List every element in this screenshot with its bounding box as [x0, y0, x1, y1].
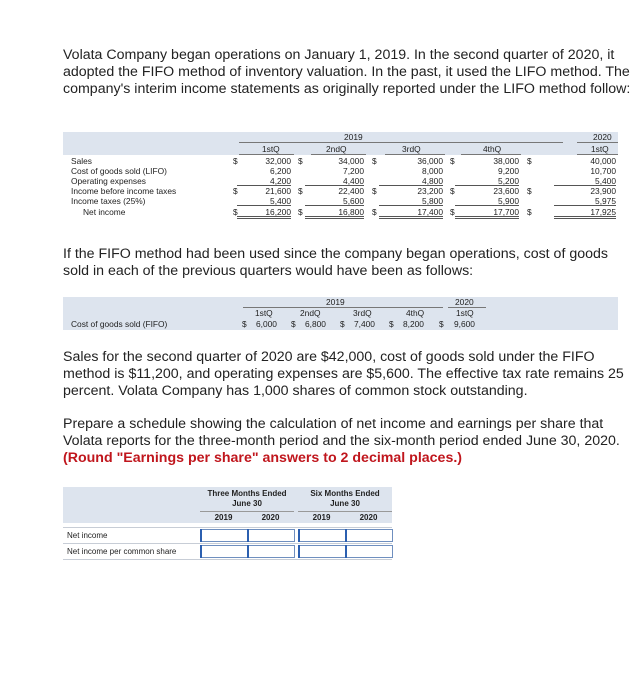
- cell-value: 8,000: [422, 166, 443, 176]
- cell-value: 5,800: [393, 196, 443, 206]
- cell-value: 17,400: [393, 207, 443, 217]
- cell-value: 9,600: [454, 319, 475, 329]
- cell-value: 6,200: [270, 166, 291, 176]
- col-year-six-2020: 2020: [359, 513, 378, 522]
- fifo-table-header: [63, 297, 618, 330]
- cell-value: 16,800: [319, 207, 364, 217]
- net-income-six-2019-input[interactable]: [298, 529, 346, 542]
- fifo-year-2020: 2020: [455, 297, 474, 307]
- currency-sign: $: [298, 207, 303, 217]
- fifo-cogs-table: [63, 297, 618, 330]
- cell-value: 4,400: [319, 176, 364, 186]
- cell-value: 9,200: [498, 166, 519, 176]
- col-year-three-2019: 2019: [214, 513, 233, 522]
- currency-sign: $: [527, 186, 532, 196]
- lifo-q1-2019: 1stQ: [262, 144, 280, 154]
- schedule-header: [63, 487, 392, 523]
- cell-value: 5,975: [568, 196, 616, 206]
- intro-paragraph: Volata Company began operations on January 1, 2019. In the second quarter of 2020, it adopted the FIFO method of inventory valuation. In the past, it used the LIFO method. The company's interim income statements as originally reported under the LIFO method follow:: [63, 47, 631, 97]
- row-label: Income before income taxes: [71, 186, 177, 196]
- lifo-table-body: [63, 155, 618, 218]
- lifo-q3-2019: 3rdQ: [402, 144, 421, 154]
- currency-sign: $: [450, 186, 455, 196]
- cell-value: 7,400: [354, 319, 375, 329]
- prepare-paragraph: [63, 416, 631, 467]
- cell-value: 5,400: [251, 196, 291, 206]
- currency-sign: $: [372, 207, 377, 217]
- cell-value: 22,400: [338, 186, 364, 196]
- cell-value: 5,900: [469, 196, 519, 206]
- currency-sign: $: [450, 207, 455, 217]
- three-months-subheading: June 30: [232, 499, 262, 508]
- currency-sign: $: [298, 156, 303, 166]
- three-months-heading: Three Months Ended: [207, 489, 287, 498]
- currency-sign: $: [527, 207, 532, 217]
- cell-value: 8,200: [403, 319, 424, 329]
- eps-three-2019-input[interactable]: [200, 545, 248, 558]
- row-label: Cost of goods sold (FIFO): [71, 319, 168, 329]
- currency-sign: $: [450, 156, 455, 166]
- cell-value: 21,600: [265, 186, 291, 196]
- cell-value: 7,200: [343, 166, 364, 176]
- schedule-row-eps: [63, 543, 392, 560]
- lifo-year-2019: 2019: [344, 132, 363, 142]
- sales-paragraph: Sales for the second quarter of 2020 are $42,000, cost of goods sold under the FIFO method is $11,200, and operating expenses are $5,600. The effective tax rate remains 25 percent. Volata Company has 1,000 shares of common stock outstanding.: [63, 349, 624, 399]
- cell-value: 5,400: [568, 176, 616, 186]
- lifo-income-statement-table: [63, 132, 618, 218]
- table-row: [63, 156, 618, 166]
- row-label: Net income: [83, 207, 126, 217]
- currency-sign: $: [291, 319, 296, 329]
- cell-value: 34,000: [338, 156, 364, 166]
- cell-value: 6,000: [256, 319, 277, 329]
- fifo-q2-2019: 2ndQ: [300, 308, 321, 318]
- net-income-three-2019-input[interactable]: [200, 529, 248, 542]
- cell-value: 16,200: [251, 207, 291, 217]
- table-row: [63, 196, 618, 206]
- cell-value: 23,200: [417, 186, 443, 196]
- fifo-q3-2019: 3rdQ: [353, 308, 372, 318]
- lifo-year-2020: 2020: [593, 132, 612, 142]
- row-label: Operating expenses: [71, 176, 146, 186]
- table-row: [63, 176, 618, 186]
- table-row: [63, 206, 618, 218]
- currency-sign: $: [233, 156, 238, 166]
- cell-value: 32,000: [265, 156, 291, 166]
- cell-value: 23,600: [493, 186, 519, 196]
- col-year-three-2020: 2020: [261, 513, 280, 522]
- six-months-subheading: June 30: [330, 499, 360, 508]
- eps-three-2020-input[interactable]: [247, 545, 295, 558]
- fifo-q1-2019: 1stQ: [255, 308, 273, 318]
- six-months-heading: Six Months Ended: [310, 489, 380, 498]
- currency-sign: $: [298, 186, 303, 196]
- fifo-q1-2020: 1stQ: [456, 308, 474, 318]
- row-label: Net income: [67, 531, 108, 540]
- currency-sign: $: [242, 319, 247, 329]
- fifo-year-2019: 2019: [326, 297, 345, 307]
- cell-value: 38,000: [493, 156, 519, 166]
- fifo-intro-paragraph: If the FIFO method had been used since the company began operations, cost of goods sold in each of the previous quarters would have been as follows:: [63, 246, 608, 279]
- table-row: [63, 166, 618, 176]
- cell-value: 4,800: [393, 176, 443, 186]
- fifo-q4-2019: 4thQ: [406, 308, 425, 318]
- prepare-instructions: Prepare a schedule showing the calculation of net income and earnings per share that Volata reports for the three-month period and the six-month period ended June 30, 2020.: [63, 416, 620, 449]
- currency-sign: $: [372, 156, 377, 166]
- currency-sign: $: [233, 207, 238, 217]
- currency-sign: $: [233, 186, 238, 196]
- cell-value: 6,800: [305, 319, 326, 329]
- eps-six-2019-input[interactable]: [298, 545, 346, 558]
- row-label: Income taxes (25%): [71, 196, 146, 206]
- row-label: Sales: [71, 156, 92, 166]
- rounding-note: (Round "Earnings per share" answers to 2 decimal places.): [63, 450, 463, 466]
- eps-six-2020-input[interactable]: [345, 545, 393, 558]
- currency-sign: $: [527, 156, 532, 166]
- schedule-table: [63, 487, 392, 560]
- cell-value: 17,925: [568, 207, 616, 217]
- currency-sign: $: [372, 186, 377, 196]
- cell-value: 4,200: [251, 176, 291, 186]
- net-income-three-2020-input[interactable]: [247, 529, 295, 542]
- lifo-q4-2019: 4thQ: [483, 144, 502, 154]
- lifo-table-header: [63, 132, 618, 155]
- cell-value: 17,700: [469, 207, 519, 217]
- col-year-six-2019: 2019: [312, 513, 331, 522]
- row-label: Net income per common share: [67, 547, 177, 556]
- cell-value: 5,600: [319, 196, 364, 206]
- cell-value: 10,700: [590, 166, 616, 176]
- table-row: [63, 186, 618, 196]
- row-label: Cost of goods sold (LIFO): [71, 166, 167, 176]
- lifo-q2-2019: 2ndQ: [326, 144, 347, 154]
- cell-value: 36,000: [417, 156, 443, 166]
- cell-value: 23,900: [590, 186, 616, 196]
- net-income-six-2020-input[interactable]: [345, 529, 393, 542]
- cell-value: 5,200: [469, 176, 519, 186]
- lifo-q1-2020: 1stQ: [591, 144, 609, 154]
- currency-sign: $: [389, 319, 394, 329]
- schedule-row-net-income: [63, 527, 392, 543]
- currency-sign: $: [340, 319, 345, 329]
- currency-sign: $: [439, 319, 444, 329]
- cell-value: 40,000: [590, 156, 616, 166]
